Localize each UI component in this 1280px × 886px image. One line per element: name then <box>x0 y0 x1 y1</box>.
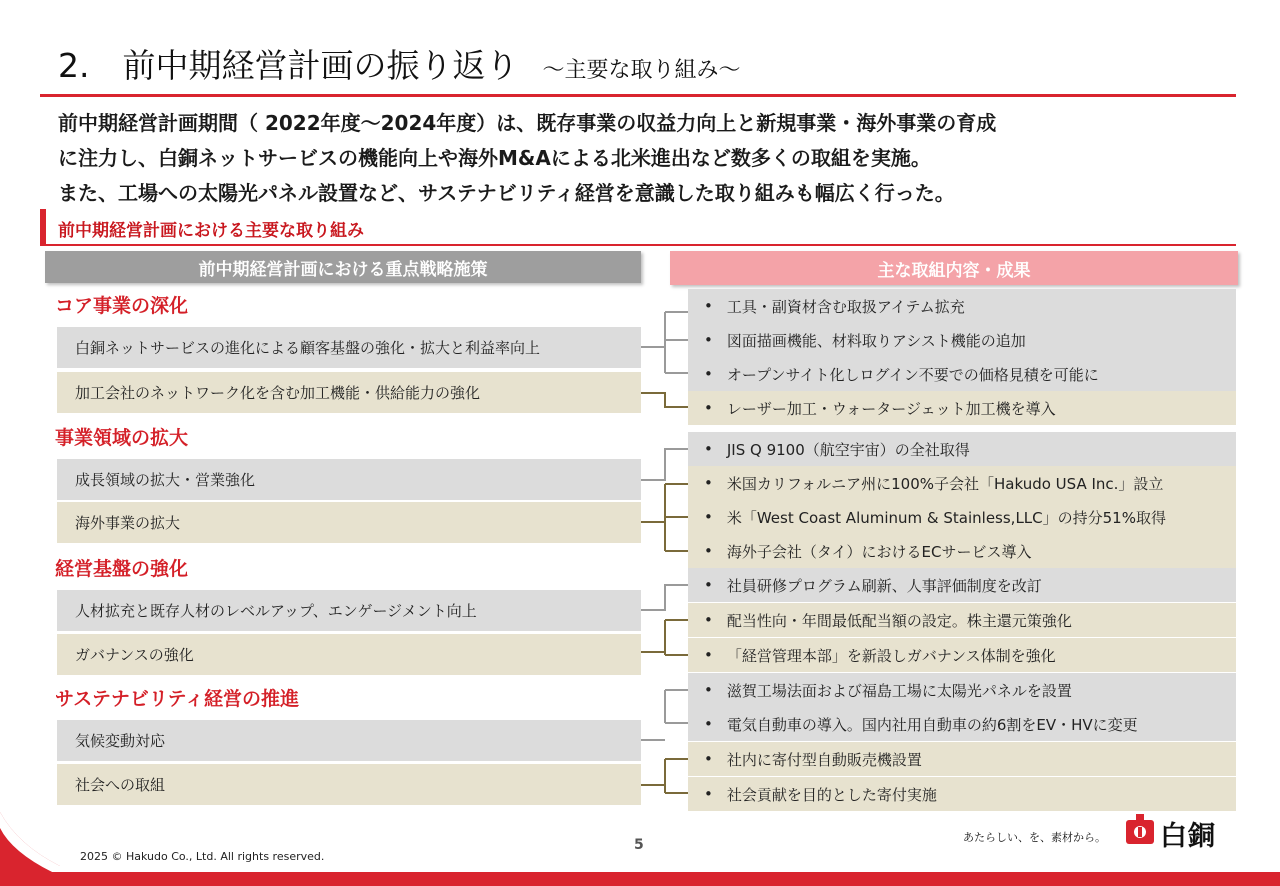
strategy-item: 白銅ネットサービスの進化による顧客基盤の強化・拡大と利益率向上 <box>57 327 641 368</box>
strategy-item: 社会への取組 <box>57 764 641 805</box>
page-subtitle: ～主要な取り組み～ <box>542 58 741 83</box>
bullet: • <box>704 508 713 526</box>
result-text: 米国カリフォルニア州に100%子会社「Hakudo USA Inc.」設立 <box>726 474 1164 493</box>
strategy-item: 成長領域の拡大・営業強化 <box>57 459 641 500</box>
summary-line: 前中期経営計画期間（ 2022年度～2024年度）は、既存事業の収益力向上と新規事業・海外事業の育成 <box>58 111 997 135</box>
result-text: JIS Q 9100（航空宇宙）の全社取得 <box>726 440 970 459</box>
result-text: 滋賀工場法面および福島工場に太陽光パネルを設置 <box>726 681 1072 700</box>
result-text: 「経営管理本部」を新設しガバナンス体制を強化 <box>726 646 1056 665</box>
bullet: • <box>704 750 713 768</box>
column-header-results: 主な取組内容・成果 <box>670 251 1238 285</box>
hakudo-logo-icon <box>1124 814 1156 846</box>
bullet: • <box>704 542 713 560</box>
column-header-strategies: 前中期経営計画における重点戦略施策 <box>45 251 641 283</box>
strategy-item: ガバナンスの強化 <box>57 634 641 675</box>
section-heading: 前中期経営計画における主要な取り組み <box>58 221 364 241</box>
summary-line: また、工場への太陽光パネル設置など、サステナビリティ経営を意識した取り組みも幅広く行った。 <box>58 181 955 205</box>
brand-logo-text: 白銅 <box>1160 821 1216 852</box>
strategy-item: 人材拡充と既存人材のレベルアップ、エンゲージメント向上 <box>57 590 641 631</box>
strategy-item: 海外事業の拡大 <box>57 502 641 543</box>
strategy-item: 加工会社のネットワーク化を含む加工機能・供給能力の強化 <box>57 372 641 413</box>
page-title-main: 2. 前中期経営計画の振り返り <box>58 46 519 85</box>
result-text: 配当性向・年間最低配当額の設定。株主還元策強化 <box>726 611 1072 630</box>
bullet: • <box>704 681 713 699</box>
strategy-item: 気候変動対応 <box>57 720 641 761</box>
brand-tagline: あたらしい、を、素材から。 <box>963 831 1106 844</box>
bullet: • <box>704 611 713 629</box>
category-title: 経営基盤の強化 <box>55 558 189 580</box>
result-text: 電気自動車の導入。国内社用自動車の約6割をEV・HVに変更 <box>726 715 1138 734</box>
bullet: • <box>704 576 713 594</box>
summary-line: に注力し、白銅ネットサービスの機能向上や海外M&Aによる北米進出など数多くの取組を実施。 <box>58 146 931 170</box>
bullet: • <box>704 646 713 664</box>
bullet: • <box>704 474 713 492</box>
bullet: • <box>704 297 713 315</box>
result-text: 社内に寄付型自動販売機設置 <box>726 750 922 769</box>
result-text: 海外子会社（タイ）におけるECサービス導入 <box>726 542 1032 561</box>
category-title: サステナビリティ経営の推進 <box>55 688 299 710</box>
category-title: コア事業の深化 <box>55 295 189 317</box>
page-number: 5 <box>634 837 644 853</box>
bullet: • <box>704 365 713 383</box>
result-text: 社会貢献を目的とした寄付実施 <box>726 785 937 804</box>
result-text: 米「West Coast Aluminum & Stainless,LLC」の持分51%取得 <box>726 508 1166 527</box>
result-text: 社員研修プログラム刷新、人事評価制度を改訂 <box>726 576 1042 595</box>
result-text: 工具・副資材含む取扱アイテム拡充 <box>726 297 965 316</box>
result-text: オープンサイト化しログイン不要での価格見積を可能に <box>726 365 1099 384</box>
result-text: レーザー加工・ウォータージェット加工機を導入 <box>726 399 1056 418</box>
bullet: • <box>704 715 713 733</box>
category-title: 事業領域の拡大 <box>55 427 189 449</box>
result-text: 図面描画機能、材料取りアシスト機能の追加 <box>726 331 1026 350</box>
bullet: • <box>704 440 713 458</box>
bullet: • <box>704 399 713 417</box>
bullet: • <box>704 331 713 349</box>
copyright-text: 2025 © Hakudo Co., Ltd. All rights reserved. <box>80 850 325 863</box>
bullet: • <box>704 785 713 803</box>
